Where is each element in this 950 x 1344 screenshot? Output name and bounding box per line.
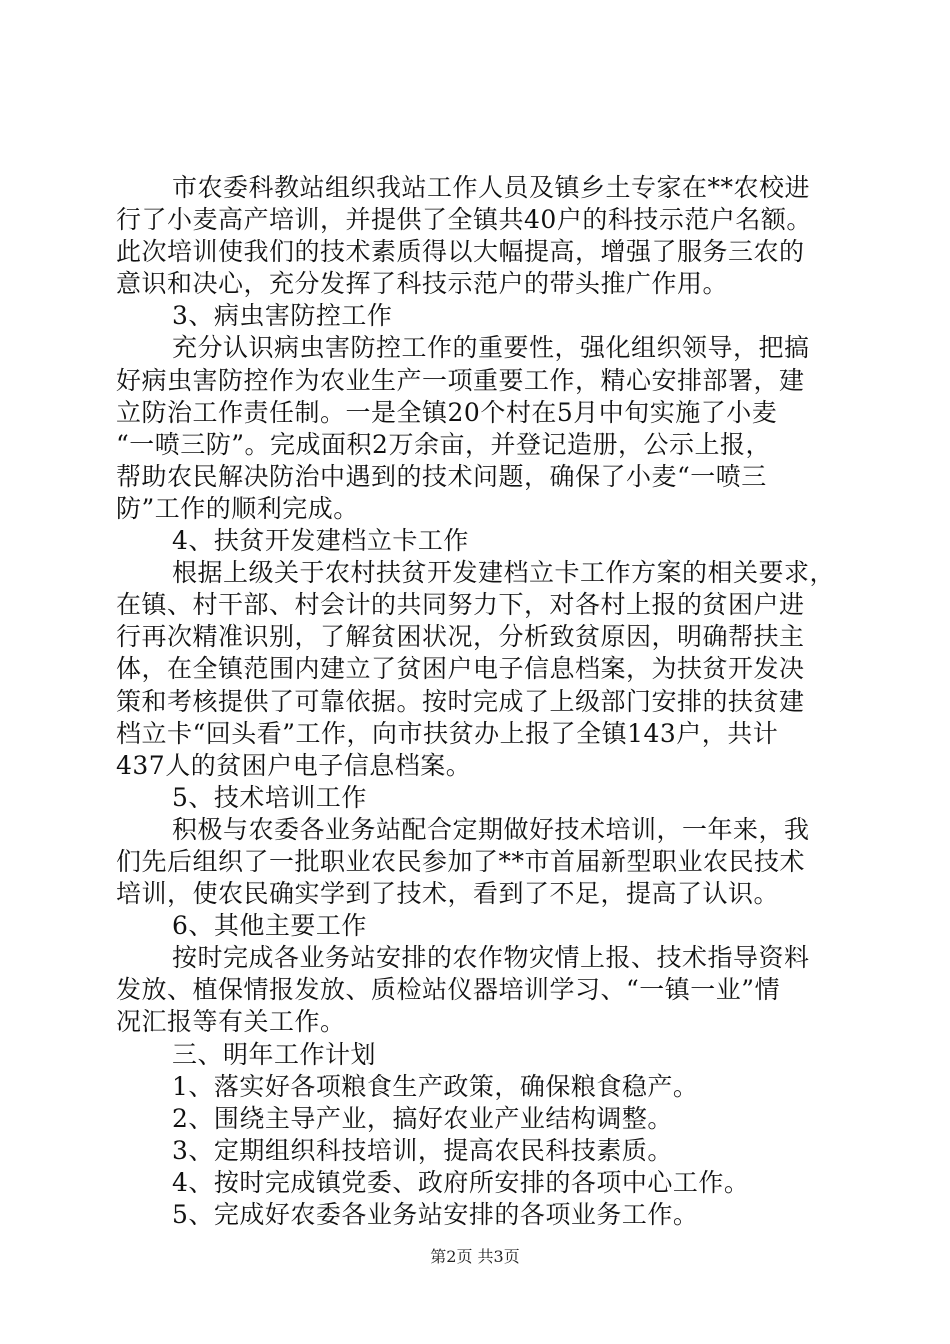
paragraph-line: 充分认识病虫害防控工作的重要性，强化组织领导，把搞 xyxy=(172,333,810,363)
paragraph-line: 况汇报等有关工作。 xyxy=(116,1007,346,1037)
plan-item: 1、落实好各项粮食生产政策，确保粮食稳产。 xyxy=(172,1071,699,1101)
paragraph-line: 培训，使农民确实学到了技术，看到了不足，提高了认识。 xyxy=(116,879,780,909)
page-footer: 第2页 共3页 xyxy=(430,1247,520,1266)
section-heading: 3、病虫害防控工作 xyxy=(172,301,393,331)
paragraph-line: 积极与农委各业务站配合定期做好技术培训，一年来，我 xyxy=(172,814,810,844)
document-body xyxy=(116,172,836,1231)
paragraph-line: 根据上级关于农村扶贫开发建档立卡工作方案的相关要求， xyxy=(172,558,836,588)
plan-item: 5、完成好农委各业务站安排的各项业务工作。 xyxy=(172,1200,699,1229)
paragraph-line: 防”工作的顺利完成。 xyxy=(116,493,359,523)
section-heading: 三、明年工作计划 xyxy=(172,1039,377,1069)
paragraph-line: 体，在全镇范围内建立了贫困户电子信息档案，为扶贫开发决 xyxy=(116,654,805,684)
section-heading: 6、其他主要工作 xyxy=(172,911,367,941)
plan-item: 4、按时完成镇党委、政府所安排的各项中心工作。 xyxy=(172,1167,750,1197)
paragraph-line: 立防治工作责任制。一是全镇20个村在5月中旬实施了小麦 xyxy=(116,397,778,427)
paragraph-line: 行再次精准识别，了解贫困状况，分析致贫原因，明确帮扶主 xyxy=(116,622,805,652)
paragraph-line: 们先后组织了一批职业农民参加了**市首届新型职业农民技术 xyxy=(116,846,806,876)
paragraph-line: 策和考核提供了可靠依据。按时完成了上级部门安排的扶贫建 xyxy=(116,686,805,716)
paragraph-line: 发放、植保情报发放、质检站仪器培训学习、“一镇一业”情 xyxy=(116,975,781,1005)
paragraph-line: 在镇、村干部、村会计的共同努力下，对各村上报的贫困户进 xyxy=(116,590,805,620)
paragraph-line: “一喷三防”。完成面积2万余亩，并登记造册，公示上报， xyxy=(116,429,771,459)
paragraph-line: 按时完成各业务站安排的农作物灾情上报、技术指导资料 xyxy=(172,943,810,973)
plan-item: 3、定期组织科技培训，提高农民科技素质。 xyxy=(172,1135,673,1165)
section-heading: 4、扶贫开发建档立卡工作 xyxy=(172,526,469,556)
paragraph-line: 档立卡“回头看”工作，向市扶贫办上报了全镇143户，共计 xyxy=(116,718,779,748)
section-heading: 5、技术培训工作 xyxy=(172,782,367,812)
paragraph-line: 帮助农民解决防治中遇到的技术问题，确保了小麦“一喷三 xyxy=(116,461,767,491)
paragraph-line: 此次培训使我们的技术素质得以大幅提高，增强了服务三农的 xyxy=(116,237,805,267)
paragraph-line: 行了小麦高产培训，并提供了全镇共40户的科技示范户名额。 xyxy=(116,205,812,235)
paragraph-line: 好病虫害防控作为农业生产一项重要工作，精心安排部署，建 xyxy=(116,365,805,395)
paragraph-line: 437人的贫困户电子信息档案。 xyxy=(116,750,472,780)
plan-item: 2、围绕主导产业，搞好农业产业结构调整。 xyxy=(172,1103,673,1133)
paragraph-line: 意识和决心，充分发挥了科技示范户的带头推广作用。 xyxy=(116,269,729,299)
paragraph-line: 市农委科教站组织我站工作人员及镇乡土专家在**农校进 xyxy=(172,173,811,202)
